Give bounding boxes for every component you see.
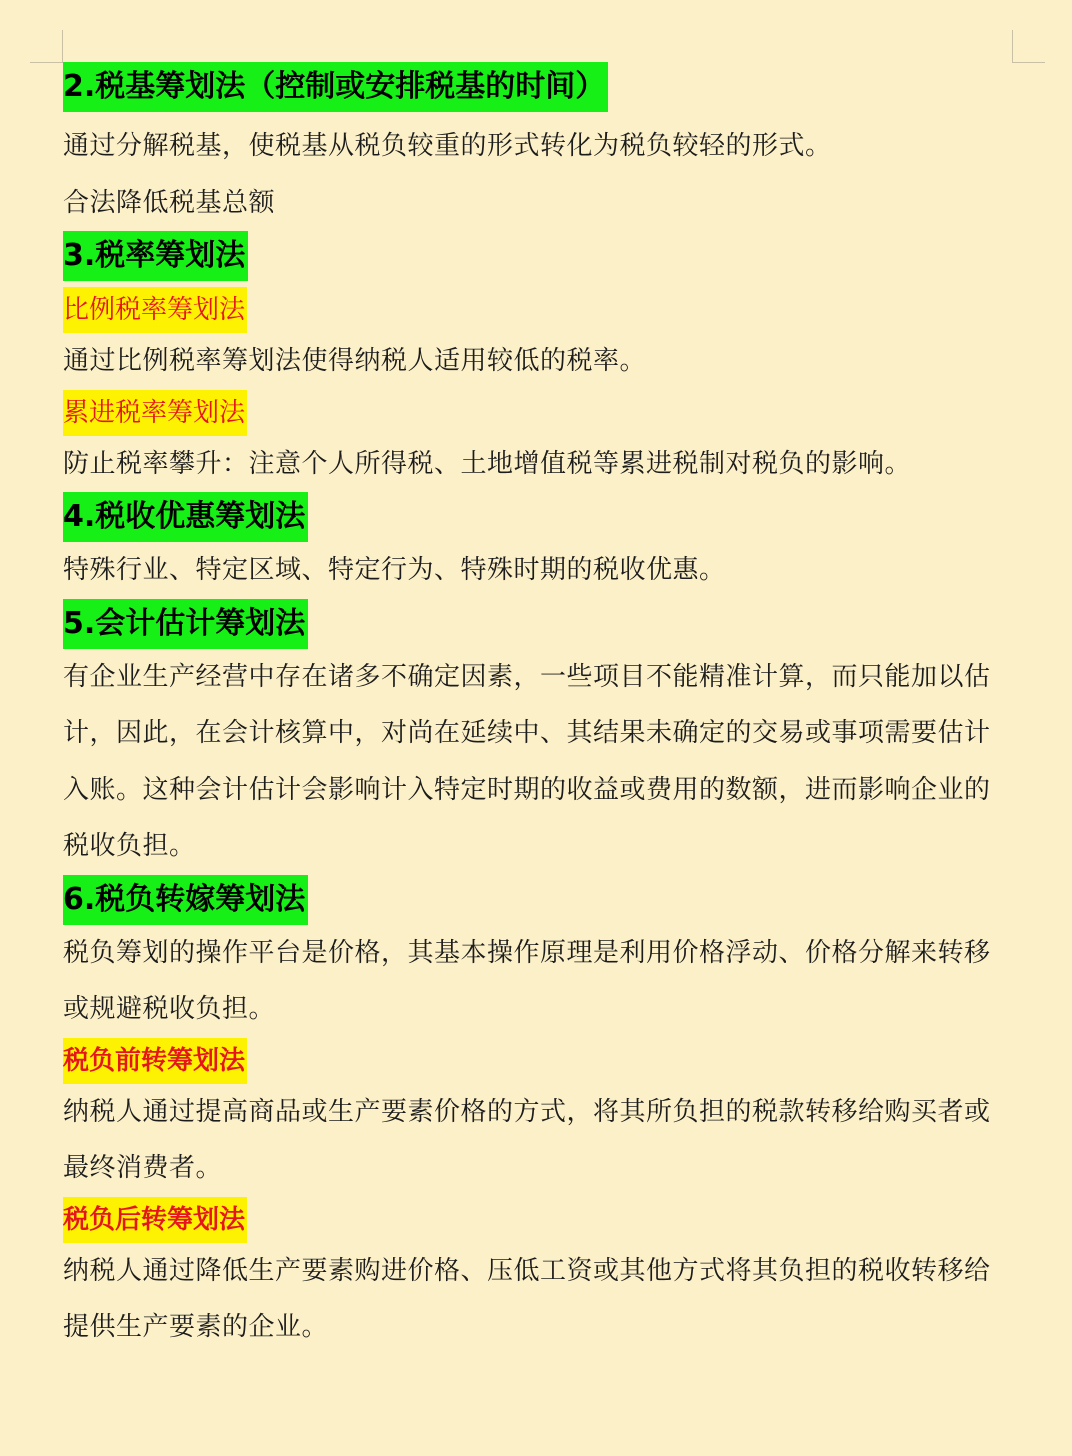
paragraph: 合法降低税基总额 [63, 187, 276, 218]
paragraph: 通过比例税率筹划法使得纳税人适用较低的税率。 [63, 346, 647, 376]
section-5 [63, 599, 1013, 875]
subheading-progressive-rate: 累进税率筹划法 [63, 390, 247, 436]
section-3 [63, 231, 1013, 492]
paragraph: 特殊行业、特定区域、特定行为、特殊时期的税收优惠。 [63, 555, 726, 585]
page-corner-mark-left [30, 30, 63, 63]
paragraph: 纳税人通过降低生产要素购进价格、压低工资或其他方式将其负担的税收转移给提供生产要素的企业。 [63, 1255, 991, 1342]
paragraph: 防止税率攀升：注意个人所得税、土地增值税等累进税制对税负的影响。 [63, 448, 912, 479]
section-6 [63, 875, 1013, 1356]
section-2 [63, 62, 1013, 231]
heading-tax-incentive-planning: 4.税收优惠筹划法 [63, 492, 308, 542]
heading-tax-base-planning: 2.税基筹划法（控制或安排税基的时间） [63, 62, 608, 112]
paragraph: 通过分解税基，使税基从税负较重的形式转化为税负较轻的形式。 [63, 131, 832, 161]
paragraph: 纳税人通过提高商品或生产要素价格的方式，将其所负担的税款转移给购买者或最终消费者。 [63, 1096, 991, 1183]
page-corner-mark-right [1012, 30, 1045, 63]
document-body [63, 62, 1013, 1356]
subheading-proportional-rate: 比例税率筹划法 [63, 287, 247, 333]
subheading-forward-shifting: 税负前转筹划法 [63, 1038, 247, 1084]
heading-tax-shifting-planning: 6.税负转嫁筹划法 [63, 875, 308, 925]
paragraph: 税负筹划的操作平台是价格，其基本操作原理是利用价格浮动、价格分解来转移或规避税收负担。 [63, 937, 991, 1024]
heading-tax-rate-planning: 3.税率筹划法 [63, 231, 248, 281]
heading-accounting-estimate-planning: 5.会计估计筹划法 [63, 599, 308, 649]
section-4 [63, 492, 1013, 599]
subheading-backward-shifting: 税负后转筹划法 [63, 1197, 247, 1243]
paragraph: 有企业生产经营中存在诸多不确定因素，一些项目不能精准计算，而只能加以估计，因此，在会计核算中，对尚在延续中、其结果未确定的交易或事项需要估计入账。这种会计估计会影响计入特定时期的收益或费用的数额，进而影响企业的税收负担。 [63, 661, 991, 861]
